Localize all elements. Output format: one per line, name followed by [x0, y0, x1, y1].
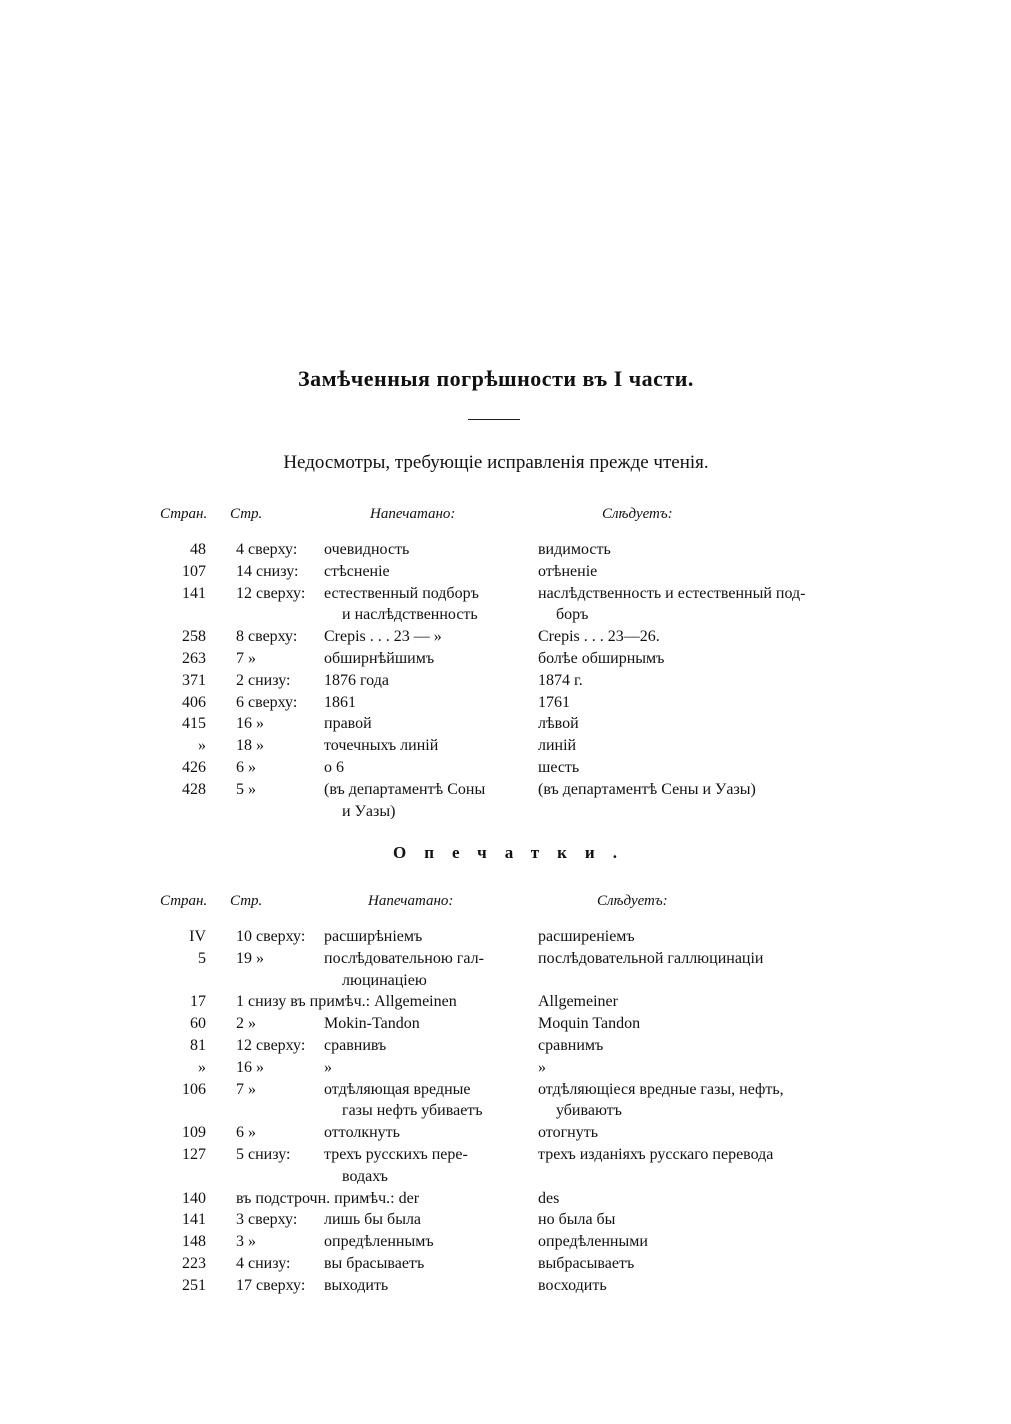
correct-line: боръ [556, 606, 589, 624]
line-reference: 16 » [236, 715, 264, 733]
printed-line: выходить [324, 1276, 389, 1294]
page-number: 141 [182, 1211, 206, 1229]
page-number: 428 [182, 780, 206, 798]
table-row [160, 1122, 860, 1144]
printed-text [324, 1144, 514, 1188]
line-reference: 2 снизу: [236, 671, 291, 689]
correct-line: выбрасываетъ [538, 1254, 635, 1272]
printed-text [324, 1035, 514, 1057]
page-number: 109 [182, 1124, 206, 1142]
table-row [160, 692, 860, 714]
correct-line: сравнимъ [538, 1036, 604, 1054]
printed-line: люцинаціею [342, 971, 427, 989]
table-row [160, 1253, 860, 1275]
line-reference: 17 сверху: [236, 1276, 306, 1294]
line-reference: 19 » [236, 949, 264, 967]
table-row [160, 1209, 860, 1231]
printed-text [324, 1275, 514, 1297]
header-printed: Напечатано: [370, 506, 456, 522]
oversights-heading: Недосмотры, требующіе исправленія прежде чтенія. [283, 452, 709, 473]
page-number: 223 [182, 1254, 206, 1272]
printed-line: естественный подборъ [324, 584, 479, 602]
header-printed: Напечатано: [368, 893, 454, 909]
line-reference: 5 » [236, 780, 256, 798]
printed-line: лишь бы была [324, 1211, 422, 1229]
printed-text [324, 648, 514, 670]
table-row [160, 735, 860, 757]
printed-text [324, 735, 514, 757]
line-reference: 18 » [236, 737, 264, 755]
correct-line: восходить [538, 1276, 607, 1294]
correct-line: но была бы [538, 1211, 616, 1229]
correct-text [538, 1144, 838, 1166]
correct-text [538, 539, 838, 561]
page-number: 371 [182, 671, 206, 689]
correct-line: видимость [538, 541, 611, 558]
printed-text [324, 1122, 514, 1144]
line-reference: 4 снизу: [236, 1254, 291, 1272]
correct-text [538, 561, 838, 583]
line-reference: 7 » [236, 1080, 256, 1098]
page-number: 148 [182, 1233, 206, 1251]
printed-line: » [324, 1058, 332, 1076]
printed-line: опредѣленнымъ [324, 1233, 434, 1251]
line-reference: 10 сверху: [236, 928, 306, 945]
correct-line: расширеніемъ [538, 928, 635, 945]
correct-text [538, 735, 838, 757]
line-reference: 4 сверху: [236, 541, 298, 558]
table-row [160, 583, 860, 627]
page-number: 258 [182, 628, 206, 646]
printed-line: послѣдовательною гал- [324, 949, 484, 967]
printed-text [324, 1057, 514, 1079]
printed-text [324, 626, 514, 648]
line-reference: 1 снизу въ примѣч.: Allgemeinen [236, 993, 457, 1011]
printed-line: 1876 года [324, 671, 389, 689]
printed-line: оттолкнуть [324, 1124, 400, 1142]
header-correct: Слѣдуетъ: [597, 893, 668, 909]
table-row [160, 948, 860, 992]
correct-text [538, 583, 838, 627]
table-row [160, 1035, 860, 1057]
correct-line: Crepis . . . 23—26. [538, 628, 660, 646]
header-line: Стр. [230, 506, 263, 522]
correct-line: шесть [538, 758, 580, 776]
printed-line: 1861 [324, 693, 356, 711]
correct-line: убиваютъ [556, 1102, 622, 1120]
page-number: 48 [190, 541, 206, 558]
printed-line: стѣсненіе [324, 562, 390, 580]
line-reference: въ подстрочн. примѣч.: der [236, 1189, 420, 1207]
page-number: IV [189, 928, 206, 945]
correct-text [538, 1188, 838, 1210]
printed-text [324, 926, 514, 948]
printed-line: сравнивъ [324, 1036, 387, 1054]
printed-line: отдѣляющая вредные [324, 1080, 471, 1098]
page-number: 140 [182, 1189, 206, 1207]
correct-line: (въ департаментѣ Сены и Уазы) [538, 780, 756, 798]
correct-line: Allgemeiner [538, 993, 618, 1011]
printed-text [324, 713, 514, 735]
printed-text [324, 561, 514, 583]
table-row [160, 1231, 860, 1253]
correct-line: des [538, 1189, 560, 1207]
oversights-table [160, 506, 860, 822]
page-number: 406 [182, 693, 206, 711]
table-row [160, 757, 860, 779]
line-reference: 6 » [236, 1124, 256, 1142]
correct-line: » [538, 1058, 546, 1076]
page-number: 5 [198, 949, 206, 967]
page-number: 263 [182, 649, 206, 667]
misprints-header-row [160, 893, 860, 915]
printed-line: газы нефть убиваетъ [342, 1102, 483, 1120]
correct-line: трехъ изданіяхъ русскаго перевода [538, 1145, 774, 1163]
printed-text [324, 1209, 514, 1231]
printed-text [324, 757, 514, 779]
printed-text [324, 1231, 514, 1253]
correct-text [538, 757, 838, 779]
page-number: 60 [190, 1015, 206, 1033]
line-reference: 14 снизу: [236, 562, 299, 580]
printed-line: расширѣніемъ [324, 928, 423, 945]
page-number: 107 [182, 562, 206, 580]
line-reference: 7 » [236, 649, 256, 667]
correct-text [538, 1275, 838, 1297]
correct-text [538, 670, 838, 692]
line-reference: 3 » [236, 1233, 256, 1251]
page-number: » [198, 737, 206, 755]
correct-text [538, 926, 838, 948]
header-page: Стран. [160, 893, 208, 909]
correct-text [538, 1209, 838, 1231]
page-number: 106 [182, 1080, 206, 1098]
page-number: 415 [182, 715, 206, 733]
printed-line: правой [324, 715, 372, 733]
page-number: 251 [182, 1276, 206, 1294]
title-divider [468, 419, 520, 420]
printed-text [324, 779, 514, 823]
correct-text [538, 713, 838, 735]
header-line: Стр. [230, 893, 263, 909]
table-row [160, 991, 860, 1013]
correct-line: отогнуть [538, 1124, 598, 1142]
printed-line: вы брасываетъ [324, 1254, 425, 1272]
printed-text [324, 692, 514, 714]
page-title: Замѣченныя погрѣшности въ I части. [298, 366, 694, 391]
line-reference: 6 » [236, 758, 256, 776]
correct-text [538, 1253, 838, 1275]
page-number: 81 [190, 1036, 206, 1054]
line-reference: 3 сверху: [236, 1211, 298, 1229]
line-reference: 5 снизу: [236, 1145, 291, 1163]
correct-text [538, 1013, 838, 1035]
page-number: 141 [182, 584, 206, 602]
page-number: 426 [182, 758, 206, 776]
printed-line: водахъ [342, 1167, 388, 1185]
printed-line: (въ департаментѣ Соны [324, 780, 486, 798]
printed-text [324, 1253, 514, 1275]
printed-text [324, 948, 514, 992]
correct-line: отѣненіе [538, 562, 598, 580]
table-row [160, 1144, 860, 1188]
correct-line: отдѣляющіеся вредные газы, нефть, [538, 1080, 784, 1098]
correct-text [538, 1122, 838, 1144]
table-row [160, 539, 860, 561]
line-reference: 8 сверху: [236, 628, 298, 646]
printed-line: Mokin-Tandon [324, 1015, 420, 1033]
table-row [160, 626, 860, 648]
correct-text [538, 1079, 838, 1123]
printed-text [324, 670, 514, 692]
printed-line: и Уазы) [342, 802, 396, 820]
table-row [160, 779, 860, 823]
table-row [160, 561, 860, 583]
table-row [160, 713, 860, 735]
correct-line: наслѣдственность и естественный под- [538, 584, 806, 602]
table-row [160, 1275, 860, 1297]
header-correct: Слѣдуетъ: [602, 506, 673, 522]
correct-text [538, 991, 838, 1013]
table-row [160, 1079, 860, 1123]
correct-text [538, 1057, 838, 1079]
misprints-heading: Опечатки. [393, 843, 635, 862]
printed-line: очевидность [324, 541, 410, 558]
printed-text [324, 1013, 514, 1035]
correct-text [538, 692, 838, 714]
line-reference: 16 » [236, 1058, 264, 1076]
printed-text [324, 539, 514, 561]
printed-line: Crepis . . . 23 — » [324, 628, 442, 646]
printed-text [324, 1079, 514, 1123]
correct-line: линій [538, 737, 577, 755]
printed-line: и наслѣдственность [342, 606, 478, 624]
correct-line: лѣвой [538, 715, 579, 733]
correct-line: 1874 г. [538, 671, 583, 689]
correct-line: 1761 [538, 693, 570, 711]
correct-text [538, 779, 838, 801]
correct-text [538, 1231, 838, 1253]
correct-line: послѣдовательной галлюцинаціи [538, 949, 764, 967]
correct-text [538, 648, 838, 670]
printed-line: о 6 [324, 758, 344, 776]
printed-line: обширнѣйшимъ [324, 649, 435, 667]
table-row [160, 1013, 860, 1035]
printed-line: трехъ русскихъ пере- [324, 1145, 468, 1163]
page-number: 17 [190, 993, 206, 1011]
line-reference: 6 сверху: [236, 693, 298, 711]
correct-text [538, 948, 838, 970]
page-number: 127 [182, 1145, 206, 1163]
correct-line: болѣе обширнымъ [538, 649, 665, 667]
correct-text [538, 626, 838, 648]
line-reference: 2 » [236, 1015, 256, 1033]
line-reference: 12 сверху: [236, 584, 306, 602]
correct-text [538, 1035, 838, 1057]
oversights-header-row [160, 506, 860, 528]
table-row [160, 670, 860, 692]
table-row [160, 1057, 860, 1079]
table-row [160, 926, 860, 948]
printed-line: точечныхъ линій [324, 737, 439, 755]
header-page: Стран. [160, 506, 208, 522]
correct-line: опредѣленными [538, 1233, 648, 1251]
correct-line: Moquin Tandon [538, 1015, 641, 1033]
table-row [160, 1188, 860, 1210]
misprints-table [160, 893, 860, 1297]
line-reference: 12 сверху: [236, 1036, 306, 1054]
page-number: » [198, 1058, 206, 1076]
table-row [160, 648, 860, 670]
printed-text [324, 583, 514, 627]
